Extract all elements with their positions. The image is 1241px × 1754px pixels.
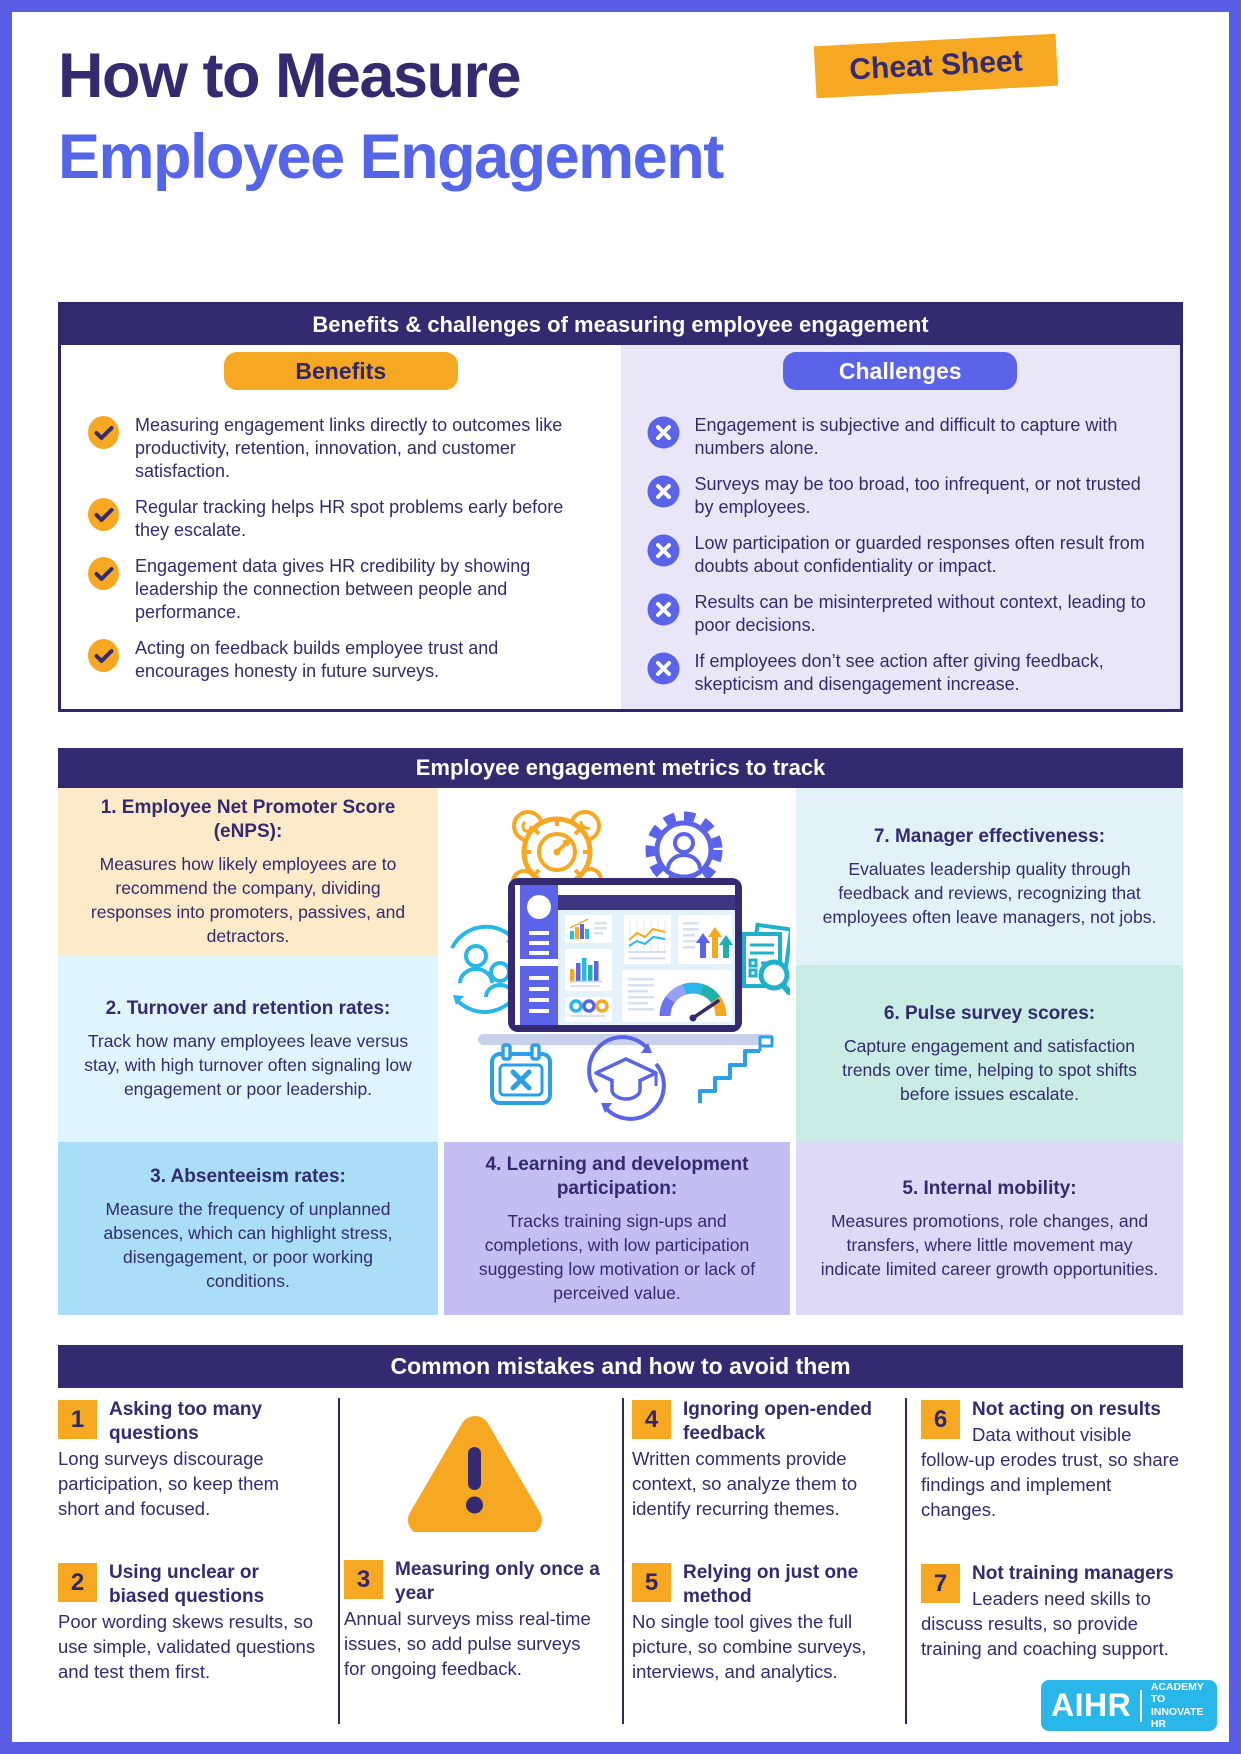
metric-box-pulse	[796, 965, 1183, 1142]
metric-title: 4. Learning and development participation:	[485, 1153, 749, 1199]
mistake-number-badge: 3	[344, 1560, 383, 1599]
mistakes-column-3	[624, 1398, 907, 1724]
mistake-title: Measuring only once a year	[395, 1559, 600, 1604]
section-metrics-header: Employee engagement metrics to track	[58, 748, 1183, 788]
challenges-pill: Challenges	[783, 352, 1017, 390]
section-mistakes	[58, 1345, 1183, 1697]
cross-icon	[647, 475, 680, 508]
mistake-text: Long surveys discourage participation, so keep them short and focused.	[58, 1448, 280, 1519]
mistake-title: Ignoring open-ended feedback	[683, 1399, 872, 1444]
challenge-item	[621, 532, 1181, 578]
section-metrics	[58, 748, 1183, 1315]
aihr-logo-tagline	[1151, 1681, 1207, 1731]
benefit-text: Acting on feedback builds employee trust and encourages honesty in future surveys.	[135, 638, 499, 681]
metric-title: 2. Turnover and retention rates:	[105, 997, 391, 1019]
gear-person-icon	[650, 816, 718, 884]
mistakes-columns	[58, 1398, 1183, 1724]
metric-title: 5. Internal mobility:	[902, 1177, 1077, 1199]
check-icon	[87, 416, 120, 449]
metric-title: 1. Employee Net Promoter Score (eNPS):	[100, 796, 396, 842]
metric-text: Tracks training sign-ups and completions, with low participation suggesting low motivation or lack of perceived value.	[478, 1210, 756, 1303]
learning-cycle-icon	[589, 1037, 664, 1119]
metric-title: 6. Pulse survey scores:	[883, 1002, 1096, 1024]
challenge-text: Surveys may be too broad, too infrequent, or not trusted by employees.	[694, 474, 1141, 517]
aihr-logo-divider	[1140, 1690, 1142, 1722]
mistake-number-badge: 5	[632, 1563, 671, 1602]
mistake-text: Data without visible follow-up erodes trust, so share findings and implement changes.	[921, 1424, 1180, 1520]
mistake-text: Written comments provide context, so analyze them to identify recurring themes.	[632, 1448, 858, 1519]
benefit-text: Engagement data gives HR credibility by showing leadership the connection between people and performance.	[135, 556, 531, 622]
mistakes-column-1	[58, 1398, 340, 1724]
benefit-item	[61, 414, 621, 483]
challenges-column	[621, 345, 1181, 709]
mistake-title: Relying on just one method	[683, 1562, 859, 1607]
check-icon	[87, 557, 120, 590]
metric-box-absenteeism	[58, 1142, 438, 1315]
mistake-text: Leaders need skills to discuss results, so provide training and coaching support.	[921, 1588, 1169, 1659]
benefit-text: Regular tracking helps HR spot problems early before they escalate.	[135, 497, 564, 540]
page-title-line1: How to Measure	[58, 41, 521, 111]
mistake-number-badge: 4	[632, 1400, 671, 1439]
dashboard-illustration	[444, 788, 790, 1142]
metric-text: Measure the frequency of unplanned absences, which can highlight stress, disengagement, or poor working conditions.	[103, 1198, 393, 1291]
cross-icon	[647, 593, 680, 626]
mistake-title: Not training managers	[972, 1563, 1174, 1584]
benefit-item	[61, 496, 621, 542]
metric-title: 3. Absenteeism rates:	[150, 1165, 346, 1187]
mistake-number-badge: 6	[921, 1400, 960, 1439]
cross-icon	[647, 534, 680, 567]
aihr-tagline-line2: INNOVATE HR	[1150, 1705, 1204, 1730]
mistake-number-badge: 2	[58, 1563, 97, 1602]
warning-icon-wrap	[344, 1410, 606, 1532]
challenge-item	[621, 473, 1181, 519]
metric-title: 7. Manager effectiveness:	[873, 825, 1106, 847]
mistake-text: Poor wording skews results, so use simple, validated questions and test them first.	[58, 1611, 316, 1682]
section-mistakes-header: Common mistakes and how to avoid them	[58, 1345, 1183, 1388]
warning-triangle-icon	[404, 1410, 546, 1532]
mistake-title: Asking too many questions	[109, 1399, 263, 1444]
benefit-item	[61, 555, 621, 624]
mistake-text: No single tool gives the full picture, so combine surveys, interviews, and analytics.	[632, 1611, 867, 1682]
growth-stairs-icon	[700, 1037, 772, 1103]
mistake-item	[921, 1398, 1183, 1522]
challenge-item	[621, 591, 1181, 637]
aihr-logo-text: AIHR	[1051, 1687, 1132, 1723]
check-icon	[87, 639, 120, 672]
metric-box-mobility	[796, 1142, 1183, 1315]
mistake-title: Not acting on results	[972, 1399, 1161, 1420]
benefits-challenges-body	[61, 345, 1180, 709]
metric-box-manager	[796, 788, 1183, 965]
aihr-logo	[1041, 1680, 1217, 1731]
mistake-item	[632, 1561, 889, 1684]
metric-box-enps	[58, 788, 438, 955]
metric-text: Capture engagement and satisfaction trends over time, helping to spot shifts before issues escalate.	[842, 1035, 1137, 1104]
benefits-pill: Benefits	[224, 352, 458, 390]
benefit-text: Measuring engagement links directly to outcomes like productivity, retention, innovation, and customer satisfaction.	[135, 415, 563, 481]
aihr-tagline-line1: ACADEMY TO	[1150, 1680, 1204, 1705]
metric-box-learning	[444, 1142, 790, 1315]
mistakes-column-2	[340, 1398, 624, 1724]
mistake-item	[58, 1398, 322, 1521]
section-benefits-challenges	[58, 302, 1183, 712]
challenge-text: Engagement is subjective and difficult to capture with numbers alone.	[694, 415, 1118, 458]
benefit-item	[61, 637, 621, 683]
cross-icon	[647, 416, 680, 449]
mistake-item	[58, 1561, 322, 1684]
check-icon	[87, 498, 120, 531]
benefits-column	[61, 345, 621, 709]
cross-icon	[647, 652, 680, 685]
mistake-item	[344, 1558, 606, 1681]
challenge-text: Low participation or guarded responses often result from doubts about confidentiality or impact.	[694, 533, 1145, 576]
section-benefits-challenges-header: Benefits & challenges of measuring employee engagement	[61, 305, 1180, 345]
challenge-text: If employees don’t see action after giving feedback, skepticism and disengagement increase.	[694, 651, 1104, 694]
metric-text: Evaluates leadership quality through feedback and reviews, recognizing that employees often leave managers, not jobs.	[822, 858, 1157, 927]
challenge-text: Results can be misinterpreted without context, leading to poor decisions.	[694, 592, 1146, 635]
mistake-number-badge: 1	[58, 1400, 97, 1439]
challenge-item	[621, 414, 1181, 460]
mistake-item	[921, 1562, 1183, 1661]
survey-doc-magnifier-icon	[744, 925, 790, 992]
mistake-number-badge: 7	[921, 1564, 960, 1603]
page-title-line2: Employee Engagement	[58, 122, 723, 192]
mistake-title: Using unclear or biased questions	[109, 1562, 265, 1607]
calendar-x-icon	[492, 1045, 550, 1103]
metric-text: Track how many employees leave versus stay, with high turnover often signaling low engagement or poor leadership.	[84, 1030, 412, 1099]
mistakes-column-4	[907, 1398, 1183, 1724]
laptop-dashboard	[478, 878, 774, 1045]
challenge-item	[621, 650, 1181, 696]
metric-text: Measures how likely employees are to recommend the company, dividing responses into promoters, passives, and detractors.	[90, 853, 406, 946]
metric-text: Measures promotions, role changes, and transfers, where little movement may indicate limited career growth opportunities.	[820, 1210, 1159, 1279]
mistake-text: Annual surveys miss real-time issues, so add pulse surveys for ongoing feedback.	[344, 1608, 591, 1679]
metric-box-turnover	[58, 955, 438, 1142]
mistake-item	[632, 1398, 889, 1521]
page-title	[58, 36, 723, 198]
cheat-sheet-badge: Cheat Sheet	[814, 34, 1058, 99]
